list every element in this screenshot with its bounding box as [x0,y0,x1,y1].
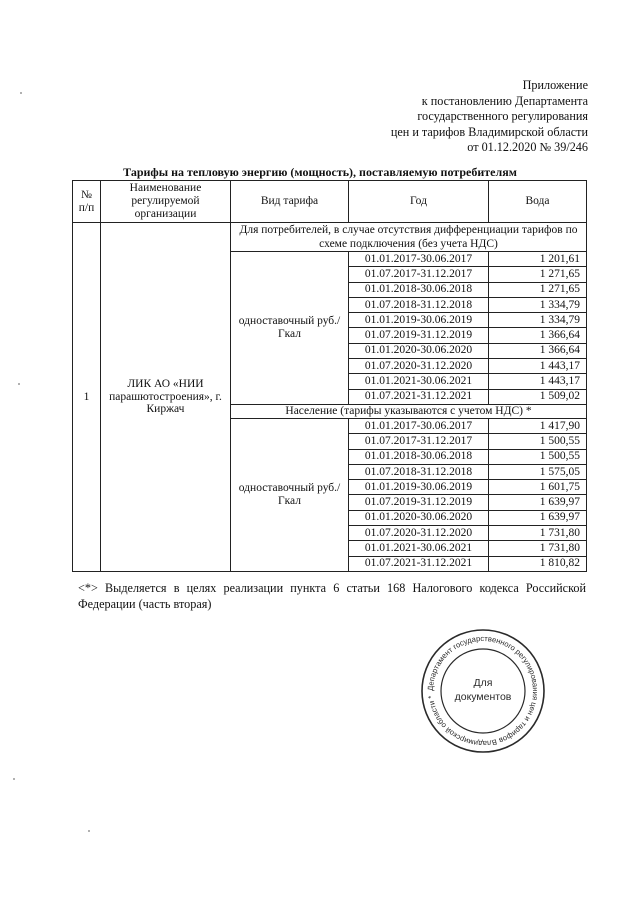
period-cell: 01.07.2017-31.12.2017 [349,267,489,282]
row-number: 1 [73,223,101,572]
table-header-row [73,181,587,223]
value-cell: 1 417,90 [489,418,587,433]
scan-speck [13,778,15,780]
value-cell: 1 271,65 [489,267,587,282]
appendix-line: государственного регулирования [417,109,588,124]
appendix-line: Приложение [522,78,588,92]
period-cell: 01.07.2019-31.12.2019 [349,495,489,510]
tariff-type: одноставочный руб./Гкал [231,418,349,571]
footnote: <*> Выделяется в целях реализации пункта 6 статьи 168 Налогового кодекса Российской Федерации (часть вторая) [78,581,586,611]
value-cell: 1 201,61 [489,252,587,267]
value-cell: 1 334,79 [489,313,587,328]
section-title: Для потребителей, в случае отсутствия дифференциации тарифов по схеме подключения (без учета НДС) [231,223,587,252]
tariff-table [72,180,587,572]
period-cell: 01.01.2017-30.06.2017 [349,252,489,267]
period-cell: 01.01.2017-30.06.2017 [349,418,489,433]
value-cell: 1 810,82 [489,556,587,571]
organization-name: ЛИК АО «НИИ парашютостроения», г. Киржач [101,223,231,572]
period-cell: 01.01.2018-30.06.2018 [349,282,489,297]
period-cell: 01.01.2019-30.06.2019 [349,480,489,495]
value-cell: 1 271,65 [489,282,587,297]
period-cell: 01.01.2020-30.06.2020 [349,510,489,525]
stamp-center-line1: Для [473,677,493,689]
value-cell: 1 731,80 [489,541,587,556]
header-num: № п/п [73,181,101,223]
period-cell: 01.01.2018-30.06.2018 [349,449,489,464]
value-cell: 1 731,80 [489,526,587,541]
value-cell: 1 443,17 [489,374,587,389]
scan-speck [18,383,20,385]
period-cell: 01.01.2021-30.06.2021 [349,541,489,556]
stamp-center-line2: документов [454,691,512,703]
header-water: Вода [489,181,587,223]
document-title: Тарифы на тепловую энергию (мощность), поставляемую потребителям [123,165,517,179]
value-cell: 1 601,75 [489,480,587,495]
value-cell: 1 500,55 [489,449,587,464]
period-cell: 01.07.2020-31.12.2020 [349,359,489,374]
scan-speck [20,92,22,94]
period-cell: 01.07.2017-31.12.2017 [349,434,489,449]
period-cell: 01.07.2020-31.12.2020 [349,526,489,541]
value-cell: 1 639,97 [489,495,587,510]
value-cell: 1 366,64 [489,343,587,358]
appendix-line: к постановлению Департамента [421,93,588,108]
scan-speck [88,830,90,832]
header-tariff-type: Вид тарифа [231,181,349,223]
period-cell: 01.07.2018-31.12.2018 [349,464,489,479]
value-cell: 1 443,17 [489,359,587,374]
value-cell: 1 500,55 [489,434,587,449]
stamp-ring-textpath: Департамент государственного регулирования цен и тарифов Владимирской области * [425,633,541,749]
value-cell: 1 366,64 [489,328,587,343]
period-cell: 01.01.2019-30.06.2019 [349,313,489,328]
value-cell: 1 334,79 [489,297,587,312]
value-cell: 1 575,05 [489,464,587,479]
period-cell: 01.07.2019-31.12.2019 [349,328,489,343]
period-cell: 01.07.2018-31.12.2018 [349,297,489,312]
round-stamp [420,628,546,754]
appendix-date-line: от 01.12.2020 № 39/246 [467,140,588,155]
header-organization: Наименование регулируемой организации [101,181,231,223]
appendix-block [391,78,588,156]
period-cell: 01.01.2021-30.06.2021 [349,374,489,389]
period-cell: 01.07.2021-31.12.2021 [349,389,489,404]
appendix-line: цен и тарифов Владимирской области [390,124,588,139]
period-cell: 01.07.2021-31.12.2021 [349,556,489,571]
value-cell: 1 639,97 [489,510,587,525]
section-title: Население (тарифы указываются с учетом НДС) * [231,404,587,418]
section-title-row [73,223,587,252]
tariff-type: одноставочный руб./Гкал [231,252,349,405]
period-cell: 01.01.2020-30.06.2020 [349,343,489,358]
header-year: Год [349,181,489,223]
value-cell: 1 509,02 [489,389,587,404]
tariff-table-body [73,181,587,572]
